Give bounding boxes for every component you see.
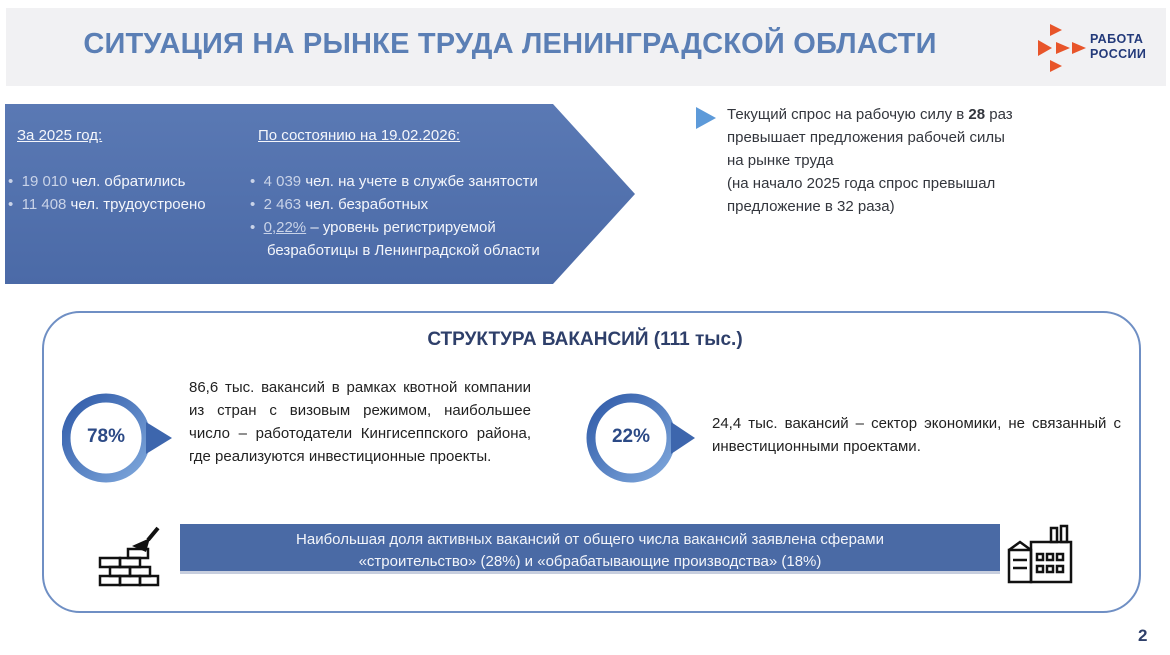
- date-item: • 2 463 чел. безработных: [250, 196, 429, 213]
- page-number: 2: [1138, 626, 1148, 645]
- logo-line1: РАБОТА: [1090, 32, 1144, 46]
- share-22-label: 22%: [611, 426, 651, 447]
- page-title: СИТУАЦИЯ НА РЫНКЕ ТРУДА ЛЕНИНГРАДСКОЙ ОБЛАСТИ: [83, 28, 937, 60]
- date-item: • 4 039 чел. на учете в службе занятости: [250, 173, 538, 190]
- date-item: • 0,22% – уровень регистрируемой: [250, 219, 496, 236]
- date-item-continuation: безработицы в Ленинградской области: [267, 242, 540, 259]
- rabota-rossii-logo: [1036, 20, 1161, 76]
- vacancies-title: СТРУКТУРА ВАКАНСИЙ (111 тыс.): [427, 329, 743, 350]
- sectors-banner: [180, 524, 1000, 574]
- factory-icon: [1007, 524, 1077, 586]
- logo-mark-icon: [1036, 20, 1088, 76]
- year-item: • 19 010 чел. обратились: [8, 173, 186, 190]
- logo-line2: РОССИИ: [1090, 47, 1147, 61]
- banner-line2: «строительство» (28%) и «обрабатывающие производства» (18%): [358, 553, 822, 570]
- banner-line1: Наибольшая доля активных вакансий от общего числа вакансий заявлена сферами: [296, 531, 884, 548]
- year-heading: За 2025 год:: [17, 127, 103, 144]
- share-78-label: 78%: [86, 426, 126, 447]
- vacancies-desc-22: 24,4 тыс. вакансий – сектор экономики, не связанный с инвестиционными проектами.: [712, 415, 1121, 455]
- demand-note: Текущий спрос на рабочую силу в 28 раз превышает предложения рабочей силы на рынке труда (на начало 2025 года спрос превышал предложение в 32 раза): [727, 106, 1013, 215]
- year-item: • 11 408 чел. трудоустроено: [8, 196, 206, 213]
- triangle-bullet-icon: [696, 107, 716, 129]
- date-heading: По состоянию на 19.02.2026:: [258, 127, 461, 144]
- vacancies-desc-78: 86,6 тыс. вакансий в рамках квотной компании из стран с визовым режимом, наибольшее число – работодатели Кингисеппского района, где реализуются инвестиционные проекты.: [189, 379, 531, 465]
- bricks-trowel-icon: [98, 524, 164, 590]
